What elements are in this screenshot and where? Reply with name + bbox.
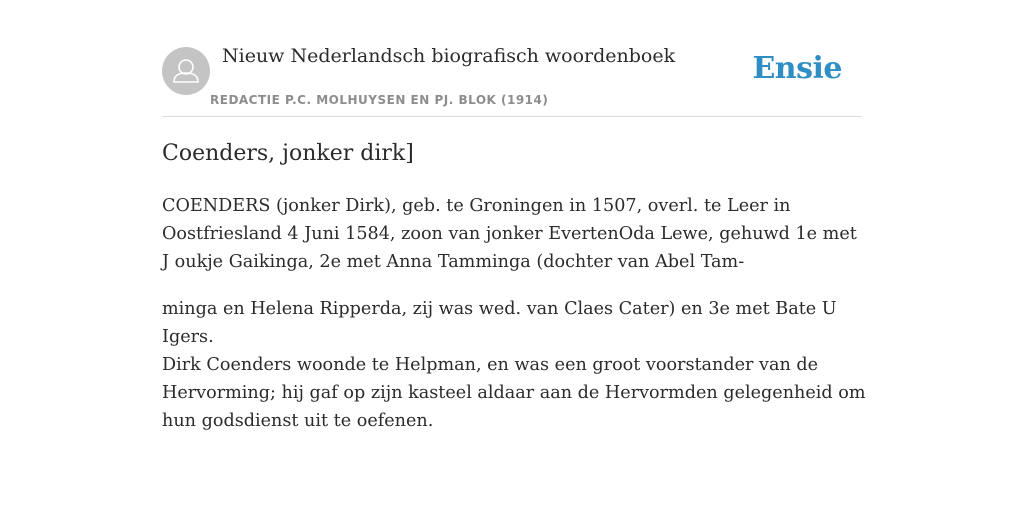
avatar[interactable] [162, 47, 210, 95]
source-subtitle: REDACTIE P.C. MOLHUYSEN EN PJ. BLOK (1914) [210, 93, 549, 107]
entry-title: Coenders, jonker dirk] [162, 141, 414, 166]
entry-paragraph: Dirk Coenders woonde te Helpman, en was een groot voorstander van de Hervorming; hij gaf op zijn kasteel aldaar aan de Hervormden gelegenheid om hun godsdienst uit te oefenen. [162, 355, 866, 431]
user-icon [162, 47, 210, 95]
source-header [162, 0, 862, 117]
entry-paragraph: minga en Helena Ripperda, zij was wed. van Claes Cater) en 3e met Bate U Igers. [162, 299, 837, 347]
page-container [162, 0, 866, 431]
brand-logo[interactable]: Ensie [752, 51, 842, 86]
entry-paragraph: COENDERS (jonker Dirk), geb. te Groningen in 1507, overl. te Leer in Oostfriesland 4 Juni 1584, zoon van jonker EvertenOda Lewe, gehuwd 1e met J oukje Gaikinga, 2e met Anna Tamminga (dochter van Abel Tam- [162, 196, 857, 272]
source-title[interactable]: Nieuw Nederlandsch biografisch woordenboek [222, 45, 676, 67]
